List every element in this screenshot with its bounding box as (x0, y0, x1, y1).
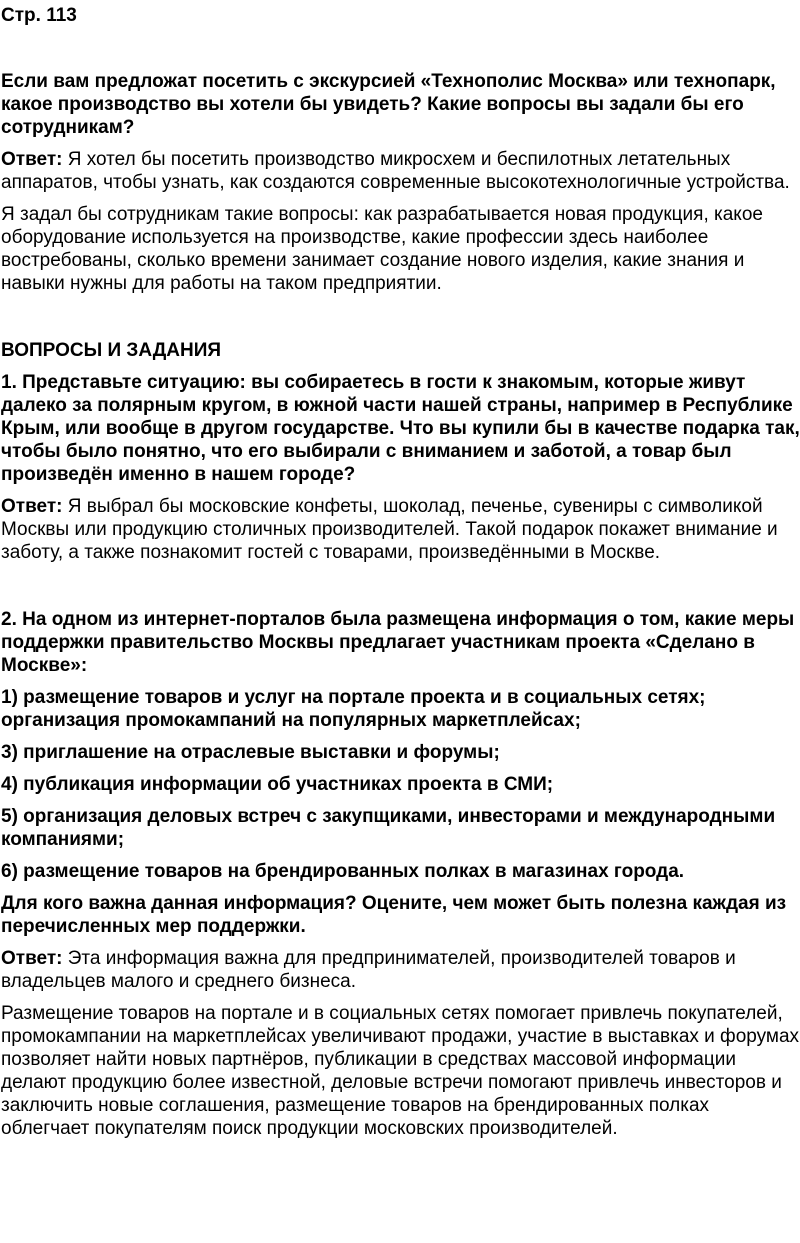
list-item: 6) размещение товаров на брендированных полках в магазинах города. (1, 861, 685, 882)
list-item: 4) публикация информации об участниках проекта в СМИ; (1, 774, 554, 795)
task2-question: 2. На одном из интернет-порталов была размещена информация о том, какие меры поддержки правительство Москвы предлагает участникам проекта «Сделано в Москве»: (1, 609, 795, 676)
section-heading: ВОПРОСЫ И ЗАДАНИЯ (1, 340, 222, 361)
task2-answer (1, 947, 800, 993)
answer-label: Ответ: (1, 948, 63, 969)
answer-text: Я выбрал бы московские конфеты, шоколад, печенье, сувениры с символикой Москвы или продукцию столичных производителей. Такой подарок покажет внимание и заботу, а также познакомит гостей с товарами, произведёнными в Москве. (1, 496, 778, 563)
intro-question: Если вам предложат посетить с экскурсией «Технополис Москва» или технопарк, какое производство вы хотели бы увидеть? Какие вопросы вы задали бы его сотрудникам? (1, 71, 776, 138)
answer-text: Я хотел бы посетить производство микросхем и беспилотных летательных аппаратов, чтобы узнать, как создаются современные высокотехнологичные устройства. (1, 149, 790, 193)
answer-text: Эта информация важна для предпринимателей, производителей товаров и владельцев малого и среднего бизнеса. (1, 948, 736, 992)
list-item: 1) размещение товаров и услуг на портале проекта и в социальных сетях; организация промокампаний на популярных маркетплейсах; (1, 687, 706, 731)
page-number: Стр. 113 (1, 5, 77, 26)
list-item: 3) приглашение на отраслевые выставки и форумы; (1, 742, 500, 763)
answer-label: Ответ: (1, 496, 63, 517)
intro-paragraph: Я задал бы сотрудникам такие вопросы: как разрабатывается новая продукция, какое оборудование используется на производстве, какие профессии здесь наиболее востребованы, сколько времени занимает создание нового изделия, какие знания и навыки нужны для работы на таком предприятии. (1, 204, 763, 294)
task1-question: 1. Представьте ситуацию: вы собираетесь в гости к знакомым, которые живут далеко за полярным кругом, в южной части нашей страны, например в Республике Крым, или вообще в другом государстве. Что вы купили бы в качестве подарка так, чтобы было понятно, что его выбирали с вниманием и заботой, а товар был произведён именно в нашем городе? (1, 372, 800, 485)
task2-prompt: Для кого важна данная информация? Оцените, чем может быть полезна каждая из перечисленных мер поддержки. (1, 893, 787, 937)
task1-answer (1, 495, 800, 564)
list-item: 5) организация деловых встреч с закупщиками, инвесторами и международными компаниями; (1, 806, 776, 850)
intro-answer (1, 148, 800, 194)
task2-paragraph: Размещение товаров на портале и в социальных сетях помогает привлечь покупателей, промокампании на маркетплейсах увеличивают продажи, участие в выставках и форумах позволяет найти новых партнёров, публикации в средствах массовой информации делают продукцию более известной, деловые встречи помогают привлечь инвесторов и заключить новые соглашения, размещение товаров на брендированных полках облегчает покупателям поиск продукции московских производителей. (1, 1003, 800, 1139)
answer-label: Ответ: (1, 149, 63, 170)
